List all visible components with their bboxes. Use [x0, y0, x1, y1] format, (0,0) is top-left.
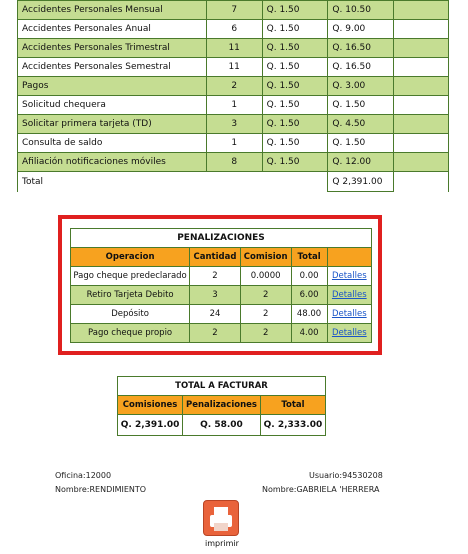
- commissions-table: [17, 0, 449, 192]
- commission-unit: Q. 1.50: [262, 20, 328, 39]
- detalles-link[interactable]: Detalles: [331, 271, 367, 281]
- penalty-detalles-cell: [327, 267, 371, 286]
- commission-total-row: [18, 172, 449, 192]
- commission-row: [18, 77, 449, 96]
- penalty-detalles-cell: [327, 324, 371, 343]
- commission-unit: Q. 1.50: [262, 39, 328, 58]
- commission-row: [18, 153, 449, 172]
- commission-name: Afiliación notificaciones móviles: [18, 153, 207, 172]
- commission-qty: 11: [206, 58, 262, 77]
- commission-row: [18, 134, 449, 153]
- billing-penalizaciones: Q. 58.00: [183, 415, 261, 436]
- nombre-right-label: Nombre:GABRIELA 'HERRERA: [262, 485, 380, 494]
- col-detalles: [327, 248, 371, 267]
- penalties-title: PENALIZACIONES: [71, 229, 372, 248]
- commission-name: Pagos: [18, 77, 207, 96]
- nombre-left-label: Nombre:RENDIMIENTO: [55, 485, 147, 494]
- penalty-operacion: Pago cheque propio: [71, 324, 190, 343]
- penalty-total: 6.00: [291, 286, 327, 305]
- print-button[interactable]: [203, 500, 239, 536]
- col-comision: Comision: [240, 248, 291, 267]
- penalty-comision: 2: [240, 286, 291, 305]
- commission-blank: [393, 39, 448, 58]
- detalles-link[interactable]: Detalles: [331, 309, 367, 319]
- commission-row: [18, 20, 449, 39]
- billing-comisiones: Q. 2,391.00: [118, 415, 183, 436]
- commission-total: Q. 10.50: [328, 1, 394, 20]
- commission-total: Q. 3.00: [328, 77, 394, 96]
- commission-total: Q. 4.50: [328, 115, 394, 134]
- commission-unit: Q. 1.50: [262, 58, 328, 77]
- commission-total: Q. 1.50: [328, 134, 394, 153]
- detalles-link[interactable]: Detalles: [331, 290, 367, 300]
- col-total: Total: [291, 248, 327, 267]
- penalty-comision: 0.0000: [240, 267, 291, 286]
- commission-unit: Q. 1.50: [262, 134, 328, 153]
- commission-name: Solicitud chequera: [18, 96, 207, 115]
- print-label[interactable]: imprimir: [205, 539, 239, 548]
- col-total-facturar: Total: [260, 396, 325, 415]
- commission-row: [18, 1, 449, 20]
- commission-blank: [393, 1, 448, 20]
- penalty-total: 48.00: [291, 305, 327, 324]
- commission-unit: Q. 1.50: [262, 115, 328, 134]
- commission-name: Accidentes Personales Anual: [18, 20, 207, 39]
- penalty-cantidad: 24: [190, 305, 241, 324]
- oficina-label: Oficina:12000: [55, 471, 112, 480]
- penalty-comision: 2: [240, 305, 291, 324]
- commission-total-label: Total: [18, 172, 207, 192]
- penalty-row: [71, 324, 372, 343]
- commission-name: Solicitar primera tarjeta (TD): [18, 115, 207, 134]
- commission-total-blank: [262, 172, 328, 192]
- commission-blank: [393, 134, 448, 153]
- penalty-operacion: Pago cheque predeclarado: [71, 267, 190, 286]
- commission-row: [18, 96, 449, 115]
- commission-blank: [393, 77, 448, 96]
- commission-total-blank: [206, 172, 262, 192]
- commission-row: [18, 115, 449, 134]
- commission-qty: 6: [206, 20, 262, 39]
- col-cantidad: Cantidad: [190, 248, 241, 267]
- penalty-total: 4.00: [291, 324, 327, 343]
- billing-table: [117, 376, 326, 436]
- penalty-row: [71, 305, 372, 324]
- penalty-detalles-cell: [327, 305, 371, 324]
- commission-total: Q. 9.00: [328, 20, 394, 39]
- commission-blank: [393, 20, 448, 39]
- commission-unit: Q. 1.50: [262, 96, 328, 115]
- penalty-detalles-cell: [327, 286, 371, 305]
- commission-qty: 8: [206, 153, 262, 172]
- commission-total-blank: [393, 172, 448, 192]
- commission-row: [18, 58, 449, 77]
- penalties-table: [70, 228, 372, 343]
- billing-title: TOTAL A FACTURAR: [118, 377, 326, 396]
- commission-qty: 1: [206, 96, 262, 115]
- billing-total: Q. 2,333.00: [260, 415, 325, 436]
- commission-blank: [393, 153, 448, 172]
- penalty-cantidad: 2: [190, 324, 241, 343]
- commission-total: Q. 1.50: [328, 96, 394, 115]
- commission-name: Accidentes Personales Semestral: [18, 58, 207, 77]
- commission-blank: [393, 96, 448, 115]
- commission-qty: 11: [206, 39, 262, 58]
- printer-icon: [214, 507, 228, 515]
- commission-qty: 3: [206, 115, 262, 134]
- commission-unit: Q. 1.50: [262, 77, 328, 96]
- commission-qty: 7: [206, 1, 262, 20]
- commission-qty: 1: [206, 134, 262, 153]
- commission-name: Accidentes Personales Mensual: [18, 1, 207, 20]
- commission-total: Q. 12.00: [328, 153, 394, 172]
- printer-tray-shape: [214, 523, 228, 531]
- commission-qty: 2: [206, 77, 262, 96]
- col-operacion: Operacion: [71, 248, 190, 267]
- commission-row: [18, 39, 449, 58]
- commission-total: Q. 16.50: [328, 39, 394, 58]
- col-comisiones: Comisiones: [118, 396, 183, 415]
- penalty-comision: 2: [240, 324, 291, 343]
- col-penalizaciones: Penalizaciones: [183, 396, 261, 415]
- commission-blank: [393, 58, 448, 77]
- penalty-cantidad: 3: [190, 286, 241, 305]
- usuario-label: Usuario:94530208: [309, 471, 383, 480]
- commission-unit: Q. 1.50: [262, 153, 328, 172]
- penalty-operacion: Depósito: [71, 305, 190, 324]
- detalles-link[interactable]: Detalles: [331, 328, 367, 338]
- penalty-row: [71, 267, 372, 286]
- penalty-total: 0.00: [291, 267, 327, 286]
- penalty-cantidad: 2: [190, 267, 241, 286]
- commission-name: Consulta de saldo: [18, 134, 207, 153]
- commission-blank: [393, 115, 448, 134]
- commission-unit: Q. 1.50: [262, 1, 328, 20]
- penalty-row: [71, 286, 372, 305]
- commission-name: Accidentes Personales Trimestral: [18, 39, 207, 58]
- commission-total-value: Q 2,391.00: [328, 172, 394, 192]
- penalty-operacion: Retiro Tarjeta Debito: [71, 286, 190, 305]
- commission-total: Q. 16.50: [328, 58, 394, 77]
